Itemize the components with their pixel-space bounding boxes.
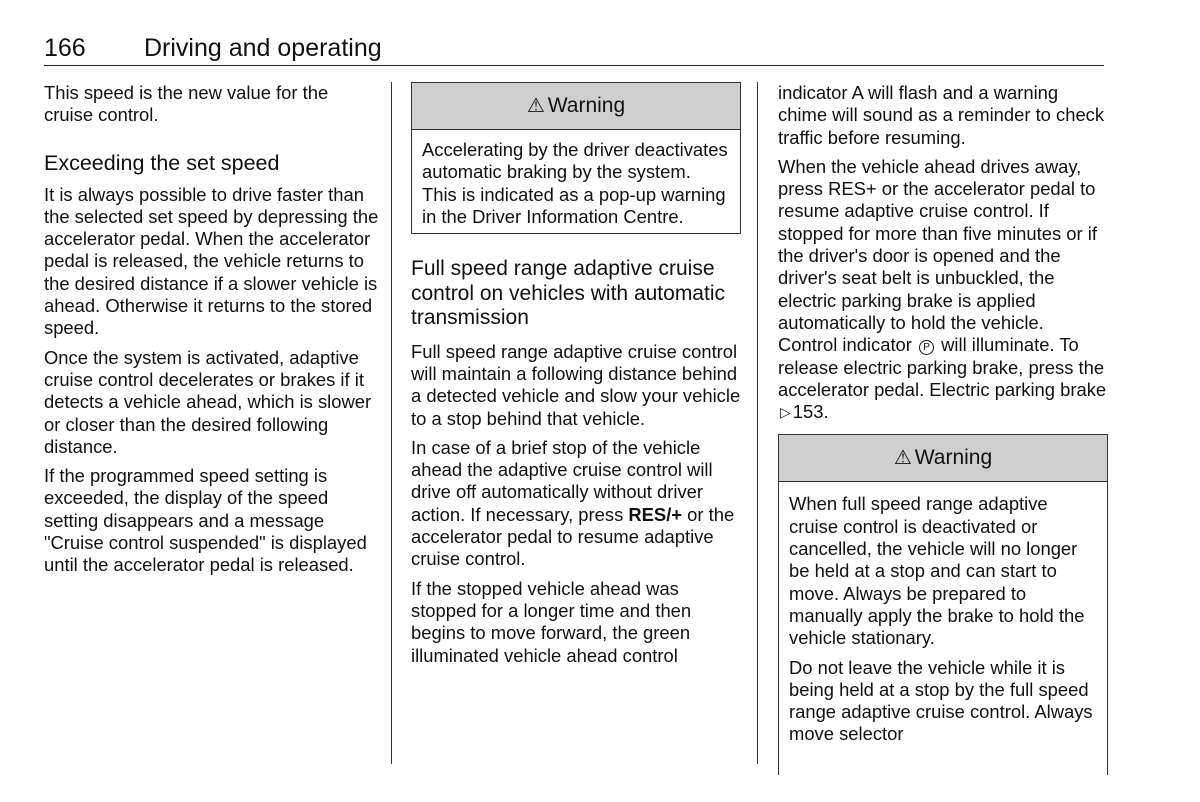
page-header	[44, 33, 1104, 66]
column-2	[411, 82, 741, 674]
paragraph	[778, 156, 1108, 424]
warning-title: Warning	[547, 93, 626, 117]
parking-brake-indicator-icon: P	[919, 340, 934, 355]
warning-triangle-icon: ⚠	[526, 95, 545, 117]
page-reference-arrow-icon: ▷	[780, 404, 791, 421]
text-span: will illuminate. To release electric parking brake, press the accelerator pedal. Electric parking brake	[778, 334, 1107, 400]
warning-box	[411, 82, 741, 234]
paragraph: It is always possible to drive faster than the selected set speed by depressing the accelerator pedal. When the accelerator pedal is released, the vehicle returns to the desired distance if a slower vehicle is ahead. Otherwise it returns to the stored speed.	[44, 183, 379, 339]
paragraph: If the stopped vehicle ahead was stopped for a longer time and then begins to move forward, the green illuminated vehicle ahead control	[411, 577, 692, 666]
button-reference-res: RES/+	[628, 503, 683, 525]
paragraph: If the programmed speed setting is exceeded, the display of the speed setting disappears and a message "Cruise control suspended" is displayed until the accelerator pedal is released.	[44, 465, 367, 576]
warning-body	[779, 482, 1107, 750]
text-span: In case of a brief stop of the vehicle ahead the adaptive cruise control will drive off automatically without driver action. If necessary, press	[411, 436, 713, 525]
paragraph: Full speed range adaptive cruise control will maintain a following distance behind a detected vehicle and slow your vehicle to a stop behind that vehicle.	[411, 340, 741, 429]
paragraph	[411, 437, 741, 571]
paragraph: This speed is the new value for the cruise control.	[44, 82, 329, 126]
column-divider	[391, 82, 392, 764]
section-title: Driving and operating	[144, 34, 382, 62]
column-divider	[757, 82, 758, 764]
warning-text: Do not leave the vehicle while it is being held at a stop by the full speed range adaptive cruise control. Always move selector	[789, 656, 1093, 745]
column-3	[778, 82, 1108, 775]
paragraph: Once the system is activated, adaptive cruise control decelerates or brakes if it detects a vehicle ahead, which is slower or closer than the desired following distance.	[44, 346, 372, 457]
warning-body	[412, 130, 740, 233]
warning-triangle-icon: ⚠	[893, 447, 912, 470]
warning-header	[779, 435, 1107, 482]
text-span: When the vehicle ahead drives away, press RES+ or the accelerator pedal to resume adaptive cruise control. If stopped for more than five minutes or if the driver's door is opened and the driver's seat belt is unbuckled, the electric parking brake is applied automatically to hold the vehicle. Control indicator	[778, 155, 1097, 356]
warning-box	[778, 434, 1108, 775]
warning-header	[412, 83, 740, 130]
page-reference[interactable]: 153	[792, 401, 824, 423]
column-1	[44, 82, 379, 584]
warning-text: Accelerating by the driver deactivates automatic braking by the system. This is indicated as a pop-up warning in the Driver Information Centre.	[422, 139, 728, 227]
page-number: 166	[44, 34, 86, 62]
subheading-full-speed-range: Full speed range adaptive cruise control on vehicles with automatic transmission	[411, 257, 725, 330]
warning-title: Warning	[914, 446, 993, 470]
warning-text: When full speed range adaptive cruise control is deactivated or cancelled, the vehicle will no longer be held at a stop and can start to move. Always be prepared to manually apply the brake to hold the vehicle stationary.	[789, 493, 1085, 649]
text-span: or the accelerator pedal to resume adaptive cruise control.	[411, 503, 735, 570]
paragraph: indicator A will flash and a warning chime will sound as a reminder to check traffic before resuming.	[778, 82, 1105, 148]
text-span: .	[823, 401, 829, 423]
subheading-exceeding-set-speed: Exceeding the set speed	[44, 150, 280, 175]
